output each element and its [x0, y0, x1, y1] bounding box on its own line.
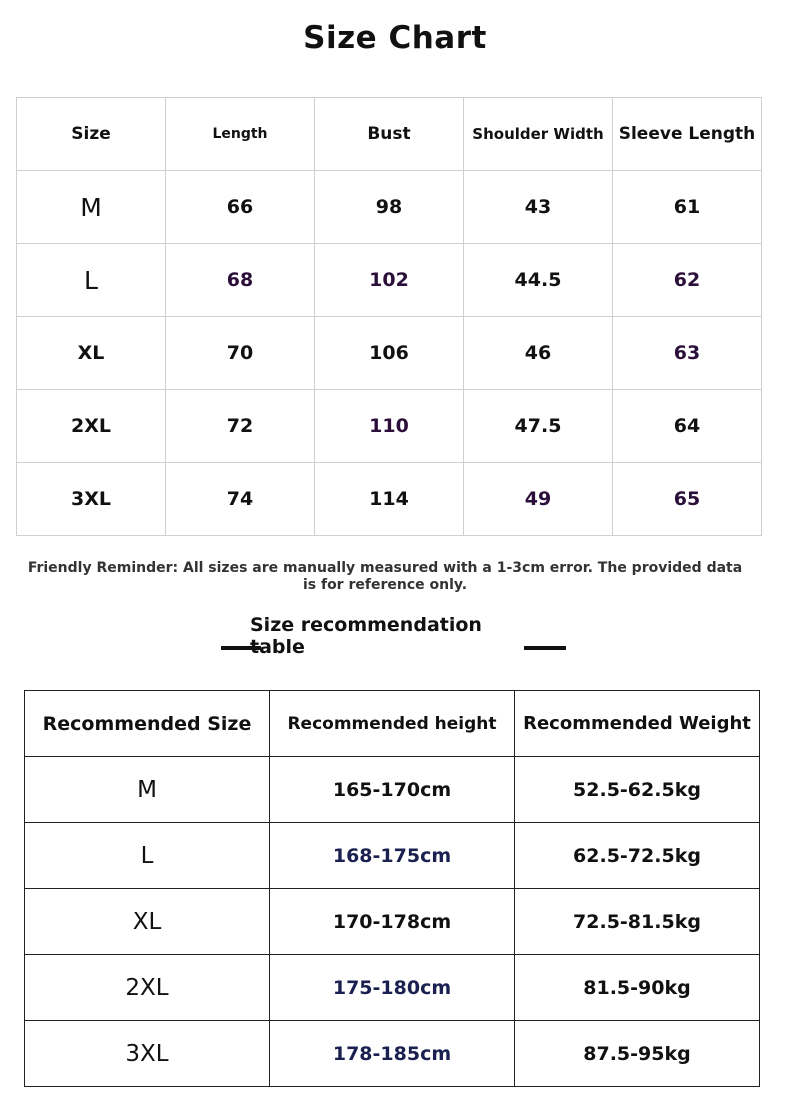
cell-sleeve-length: 63 [613, 317, 762, 390]
cell-shoulder-width: 44.5 [464, 244, 613, 317]
table-row [25, 955, 760, 1021]
cell-sleeve-length: 64 [613, 390, 762, 463]
cell-size: L [17, 244, 166, 317]
cell-height: 175-180cm [270, 955, 515, 1021]
recommendation-title: Size recommendation table [250, 614, 482, 658]
cell-shoulder-width: 43 [464, 171, 613, 244]
table-row [25, 1021, 760, 1087]
header-bust: Bust [315, 98, 464, 171]
cell-height: 170-178cm [270, 889, 515, 955]
table-row [25, 823, 760, 889]
cell-bust: 106 [315, 317, 464, 390]
cell-bust: 110 [315, 390, 464, 463]
header-size: Size [17, 98, 166, 171]
table-row [25, 889, 760, 955]
cell-size: M [25, 757, 270, 823]
header-recommended-size: Recommended Size [25, 691, 270, 757]
cell-length: 66 [166, 171, 315, 244]
table-row [17, 390, 762, 463]
table-row [25, 757, 760, 823]
table-row [17, 171, 762, 244]
table-row [17, 317, 762, 390]
header-recommended-weight: Recommended Weight [515, 691, 760, 757]
table-header-row [25, 691, 760, 757]
cell-weight: 87.5-95kg [515, 1021, 760, 1087]
cell-size: M [17, 171, 166, 244]
cell-length: 68 [166, 244, 315, 317]
header-shoulder-width: Shoulder Width [464, 98, 613, 171]
cell-weight: 81.5-90kg [515, 955, 760, 1021]
cell-size: 3XL [17, 463, 166, 536]
cell-size: 2XL [25, 955, 270, 1021]
cell-size: XL [17, 317, 166, 390]
cell-shoulder-width: 49 [464, 463, 613, 536]
cell-sleeve-length: 65 [613, 463, 762, 536]
cell-shoulder-width: 46 [464, 317, 613, 390]
cell-bust: 114 [315, 463, 464, 536]
cell-size: XL [25, 889, 270, 955]
cell-weight: 52.5-62.5kg [515, 757, 760, 823]
cell-weight: 72.5-81.5kg [515, 889, 760, 955]
cell-sleeve-length: 62 [613, 244, 762, 317]
cell-size: 2XL [17, 390, 166, 463]
page-title: Size Chart [303, 20, 487, 56]
cell-size: 3XL [25, 1021, 270, 1087]
cell-weight: 62.5-72.5kg [515, 823, 760, 889]
size-chart-table [16, 97, 762, 536]
header-sleeve-length: Sleeve Length [613, 98, 762, 171]
cell-height: 178-185cm [270, 1021, 515, 1087]
friendly-reminder: Friendly Reminder: All sizes are manually measured with a 1-3cm error. The provided data is for reference only. [27, 560, 743, 593]
table-row [17, 244, 762, 317]
table-header-row [17, 98, 762, 171]
cell-bust: 102 [315, 244, 464, 317]
cell-length: 74 [166, 463, 315, 536]
cell-sleeve-length: 61 [613, 171, 762, 244]
header-recommended-height: Recommended height [270, 691, 515, 757]
cell-size: L [25, 823, 270, 889]
cell-shoulder-width: 47.5 [464, 390, 613, 463]
cell-length: 72 [166, 390, 315, 463]
table-row [17, 463, 762, 536]
cell-height: 165-170cm [270, 757, 515, 823]
cell-bust: 98 [315, 171, 464, 244]
title-divider-right [524, 646, 566, 650]
cell-length: 70 [166, 317, 315, 390]
size-recommendation-table [24, 690, 760, 1087]
cell-height: 168-175cm [270, 823, 515, 889]
header-length: Length [166, 98, 315, 171]
